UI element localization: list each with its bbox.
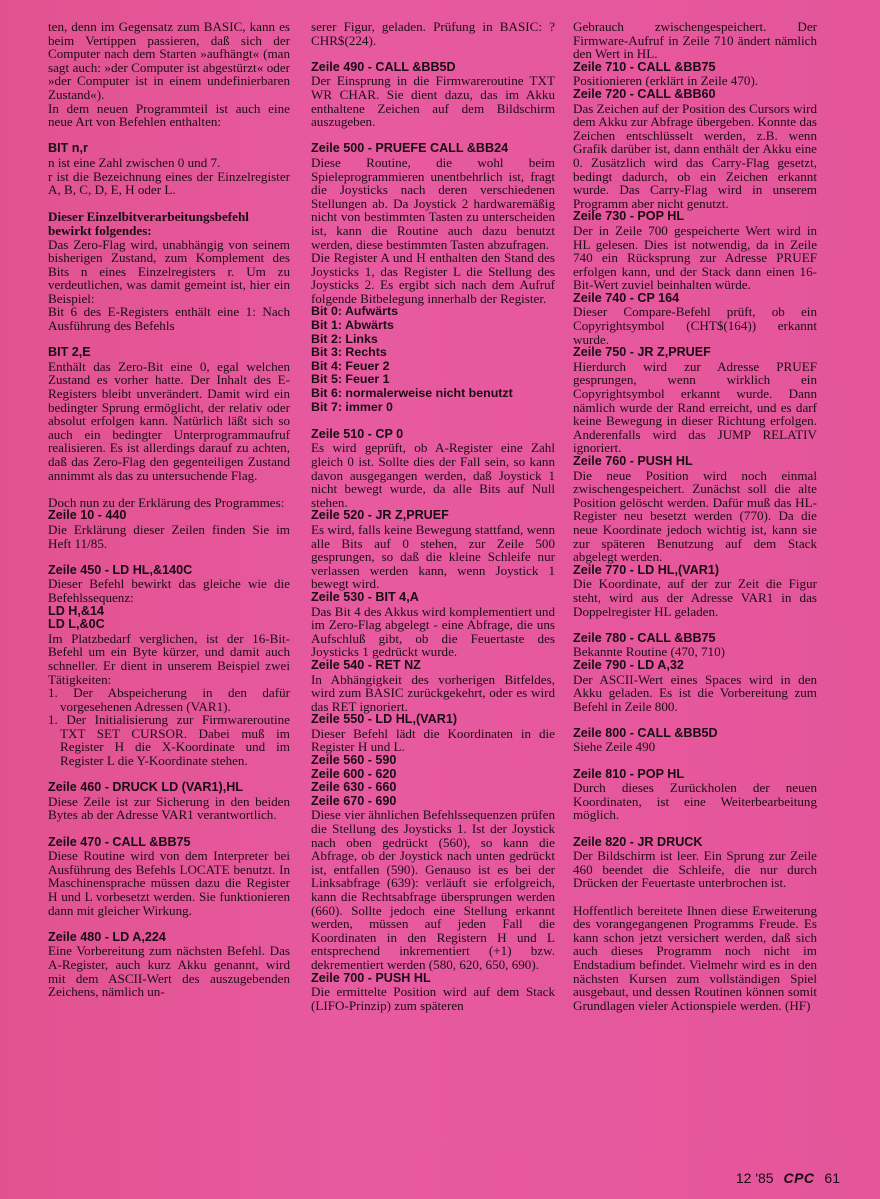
paragraph: Die Koordinate, auf der zur Zeit die Figur steht, wird aus der Adresse VAR1 in das Doppelregister HL geladen. xyxy=(573,576,817,619)
paragraph: serer Figur, geladen. Prüfung in BASIC: ? CHR$(224). xyxy=(311,19,555,48)
paragraph: Der Einsprung in die Firmwareroutine TXT WR CHAR. Sie dient dazu, das im Akku enthaltene Zeichen auf dem Bildschirm auszugeben. xyxy=(311,73,555,130)
bit-list-item: Bit 2: Links xyxy=(311,331,378,346)
paragraph-spacer xyxy=(48,822,290,836)
section-heading: Zeile 10 - 440 xyxy=(48,508,127,523)
paragraph-spacer xyxy=(311,414,555,428)
text-column-1 xyxy=(48,20,290,999)
paragraph: Eine Vorbereitung zum nächsten Befehl. Das A-Register, auch kurz Akku genannt, wird mit dem ASCII-Wert des auszugebenden Zeichens, nämlich un- xyxy=(48,943,290,1000)
section-heading: Zeile 740 - CP 164 xyxy=(573,290,680,305)
section-heading: Zeile 770 - LD HL,(VAR1) xyxy=(573,562,720,577)
paragraph: Diese Zeile ist zur Sicherung in den beiden Bytes ab der Adresse VAR1 verantwortlich. xyxy=(48,793,290,823)
section-heading: BIT n,r xyxy=(48,141,88,156)
paragraph: Hierdurch wird zur Adresse PRUEF gesprungen, wenn wirklich ein Copyrightsymbol erkannt wurde. Dann nämlich wurde der Rand erreicht, und es darf keine Bewegung in dieser Richtung erfolgen. Anderenfalls wird das JUMP RELATIV ignoriert. xyxy=(573,358,817,456)
paragraph-spacer xyxy=(573,618,817,632)
section-heading: Zeile 780 - CALL &BB75 xyxy=(573,630,716,645)
section-heading: Zeile 510 - CP 0 xyxy=(311,426,404,441)
section-heading: Zeile 540 - RET NZ xyxy=(311,657,421,672)
paragraph-spacer xyxy=(48,197,290,211)
paragraph: Der in Zeile 700 gespeicherte Wert wird in HL gelesen. Dies ist notwendig, da in Zeile 740 ein Rücksprung zur Adresse PRUEF erfolgen kann, und der Stack dann einen 16-Bit-Wert zuviel beinhalten würde. xyxy=(573,222,817,293)
paragraph-spacer xyxy=(573,754,817,768)
paragraph-spacer xyxy=(48,129,290,143)
text-column-2 xyxy=(311,20,555,1012)
section-heading: Zeile 450 - LD HL,&140C xyxy=(48,562,193,577)
list-item: 1. Der Abspeicherung in den dafür vorgesehenen Adressen (VAR1). xyxy=(48,685,290,714)
section-heading: Zeile 470 - CALL &BB75 xyxy=(48,834,191,849)
paragraph: Bekannte Routine (470, 710) xyxy=(573,644,726,660)
paragraph: n ist eine Zahl zwischen 0 und 7. xyxy=(48,154,221,170)
paragraph: r ist die Bezeichnung eines der Einzelregister A, B, C, D, E, H oder L. xyxy=(48,168,290,198)
paragraph: Hoffentlich bereitete Ihnen diese Erweiterung des vorangegangenen Programms Freude. Es kann schon jetzt versichert werden, daß sich auch dieses Programm noch nicht im Endstadium befindet. Vielmehr wird es in den nächsten Kursen zum vollständigen Spiel ausgebaut, und dessen Routinen können somit Grundlagen vieler Actionspiele werden. (HF) xyxy=(573,902,817,1013)
section-heading: Zeile 670 - 690 xyxy=(311,793,397,808)
section-heading: Zeile 630 - 660 xyxy=(311,780,397,795)
paragraph: Positionieren (erklärt in Zeile 470). xyxy=(573,73,759,89)
section-heading: Zeile 460 - DRUCK LD (VAR1),HL xyxy=(48,780,243,795)
section-heading: Zeile 730 - POP HL xyxy=(573,209,685,224)
issue-date: 12 '85 xyxy=(735,1170,774,1186)
bit-list-item: Bit 6: normalerweise nicht benutzt xyxy=(311,386,513,401)
paragraph: Die Register A und H enthalten den Stand des Joysticks 1, das Register L die Stellung des Joysticks 2. Es ergibt sich nach dem Aufruf folgende Bitbelegung innerhalb der Register. xyxy=(311,250,555,306)
section-heading: Zeile 750 - JR Z,PRUEF xyxy=(573,345,711,360)
paragraph-spacer xyxy=(48,917,290,931)
paragraph: Diese vier ähnlichen Befehlssequenzen prüfen die Stellung des Joysticks 1. Ist der Joystick nach oben gedrückt (560), so kann die Abfrage, ob der Joystick nach unten gedrückt ist, entfallen (590). Genauso ist es bei der Linksabfrage (639): verläuft sie erfolgreich, kann die Rechtsabfrage übersprungen werden (660). Sollte jedoch eine Stellung erkannt werden, müssen auf jeden Fall die Koordinaten in den Registern H und L entsprechend inkrementiert (+1) bzw. dekrementiert werden (580, 620, 650, 690). xyxy=(311,807,555,972)
paragraph: Dieser Befehl lädt die Koordinaten in die Register H und L. xyxy=(311,725,555,755)
paragraph-spacer xyxy=(48,550,290,564)
subheading: Dieser Einzelbitverarbeitungsbefehl bewirkt folgendes: xyxy=(48,209,249,238)
paragraph: Das Zero-Flag wird, unabhängig von seinem bisherigen Zustand, zum Komplement des Bits n eines Einzelregisters r. Um zu verdeutlichen, was damit gemeint ist, hier ein Beispiel: xyxy=(48,236,290,306)
list-item: 1. Der Initialisierung zur Firmwareroutine TXT SET CURSOR. Dabei muß im Register H die X-Koordinate und im Register L die Y-Koordinate stehen. xyxy=(48,712,290,769)
bit-list-item: Bit 0: Aufwärts xyxy=(311,304,398,319)
paragraph-spacer xyxy=(311,47,555,61)
section-heading: Zeile 530 - BIT 4,A xyxy=(311,589,419,604)
paragraph: Diese Routine, die wohl beim Spieleprogrammieren unentbehrlich ist, fragt die Joysticks nach deren verschiedenen Stellungen ab. Da Joystick 2 hardwaremäßig nicht von bestimmten Tasten zu unterscheiden ist, kann die Routine auch dazu benutzt werden, diese bestimmten Tasten abzufragen. xyxy=(311,154,555,252)
paragraph-spacer xyxy=(311,129,555,143)
bit-list-item: Bit 5: Feuer 1 xyxy=(311,372,390,387)
section-heading: LD L,&0C xyxy=(48,617,105,632)
bit-list-item: Bit 3: Rechts xyxy=(311,345,387,360)
section-heading: BIT 2,E xyxy=(48,345,91,360)
section-heading: Zeile 520 - JR Z,PRUEF xyxy=(311,508,449,523)
paragraph: Diese Routine wird von dem Interpreter bei Ausführung des Befehls LOCATE benutzt. In Maschinensprache müssen dazu die Register H und L vorbesetzt werden. Sie funktionieren dann mit gleicher Wirkung. xyxy=(48,848,290,918)
bit-list-item: Bit 7: immer 0 xyxy=(311,399,393,414)
paragraph-spacer xyxy=(48,333,290,347)
paragraph-spacer xyxy=(48,768,290,782)
paragraph: Siehe Zeile 490 xyxy=(573,739,656,755)
paragraph: In Abhängigkeit des vorherigen Bitfeldes, wird zum BASIC zurückgekehrt, oder es wird das RET ignoriert. xyxy=(311,671,555,714)
section-heading: Zeile 490 - CALL &BB5D xyxy=(311,59,456,74)
section-heading: Zeile 710 - CALL &BB75 xyxy=(573,59,716,74)
paragraph: Die ermittelte Position wird auf dem Stack (LIFO-Prinzip) zum späteren xyxy=(311,984,555,1013)
paragraph: Im Platzbedarf verglichen, ist der 16-Bit-Befehl um ein Byte kürzer, und damit auch schneller. Er dient in unserem Beispiel zwei Tätigkeiten: xyxy=(48,630,290,687)
page-number: 61 xyxy=(824,1170,840,1186)
paragraph-spacer xyxy=(573,713,817,727)
page-footer xyxy=(730,1170,840,1186)
paragraph: Enthält das Zero-Bit eine 0, egal welchen Zustand es vorher hatte. Der Inhalt des E-Registers bleibt unverändert. Damit wird ein bedingter Sprung ermöglicht, der relativ oder absolut erfolgen kann. Natürlich läßt sich so auch ein bedingter Unterprogrammaufruf realisieren. Es ist allerdings darauf zu achten, daß das Zero-Flag den gegenteiligen Zustand annimmt als das zu untersuchende Flag. xyxy=(48,358,290,483)
paragraph: Die Erklärung dieser Zeilen finden Sie im Heft 11/85. xyxy=(48,521,290,551)
paragraph: Es wird, falls keine Bewegung stattfand, wenn alle Bits auf 0 stehen, zur Zeile 500 gesprungen, so daß die kleine Schleife nur verlassen werden kann, wenn Joystick 1 bewegt wird. xyxy=(311,521,555,592)
bit-list-item: Bit 1: Abwärts xyxy=(311,318,394,333)
paragraph: Durch dieses Zurückholen der neuen Koordinaten, ist eine Weiterbearbeitung möglich. xyxy=(573,780,817,823)
paragraph: Dieser Befehl bewirkt das gleiche wie die Befehlssequenz: xyxy=(48,576,290,605)
paragraph: Der ASCII-Wert eines Spaces wird in den Akku geladen. Es ist die Vorbereitung zum Befehl in Zeile 800. xyxy=(573,671,817,714)
paragraph: Gebrauch zwischengespeichert. Der Firmware-Aufruf in Zeile 710 ändert nämlich den Wert in HL. xyxy=(573,19,817,62)
paragraph: Das Zeichen auf der Position des Cursors wird dem Akku zur Abfrage übergeben. Konnte das Zeichen entschlüsselt werden, z.B. wenn Grafik darüber ist, dann enthält der Akku eine 0. Zusätzlich wird das Carry-Flag gesetzt, bedingt dadurch, ob ein Zeichen erkannt wurde. Das Carry-Flag wird in unserem Programm aber nicht genutzt. xyxy=(573,100,818,211)
text-column-3 xyxy=(573,20,817,1012)
section-heading: Zeile 760 - PUSH HL xyxy=(573,454,693,468)
section-heading: Zeile 480 - LD A,224 xyxy=(48,929,166,944)
section-heading: Zeile 720 - CALL &BB60 xyxy=(573,86,716,101)
paragraph-spacer xyxy=(573,890,817,904)
section-heading: LD H,&14 xyxy=(48,603,104,618)
section-heading: Zeile 700 - PUSH HL xyxy=(311,970,431,985)
magazine-name: CPC xyxy=(783,1170,815,1186)
paragraph: Das Bit 4 des Akkus wird komplementiert und im Zero-Flag abgelegt - eine Abfrage, die uns Aufschluß gibt, ob die Feuertaste des Joysticks 1 gedrückt wurde. xyxy=(311,603,555,660)
paragraph: Der Bildschirm ist leer. Ein Sprung zur Zeile 460 beendet die Schleife, die nur durch Drücken der Feuertaste unterbrochen ist. xyxy=(573,848,817,891)
paragraph: Bit 6 des E-Registers enthält eine 1: Nach Ausführung des Befehls xyxy=(48,304,290,334)
section-heading: Zeile 560 - 590 xyxy=(311,753,397,768)
section-heading: Zeile 790 - LD A,32 xyxy=(573,657,684,672)
paragraph: In dem neuen Programmteil ist auch eine neue Art von Befehlen enthalten: xyxy=(48,100,290,130)
bit-list-item: Bit 4: Feuer 2 xyxy=(311,358,390,373)
paragraph-spacer xyxy=(48,482,290,496)
section-heading: Zeile 810 - POP HL xyxy=(573,766,685,781)
section-heading: Zeile 600 - 620 xyxy=(311,766,397,781)
section-heading: Zeile 550 - LD HL,(VAR1) xyxy=(311,712,458,727)
paragraph: Dieser Compare-Befehl prüft, ob ein Copyrightsymbol (CHT$(164)) erkannt wurde. xyxy=(573,304,817,347)
section-heading: Zeile 500 - PRUEFE CALL &BB24 xyxy=(311,141,509,156)
paragraph: Es wird geprüft, ob A-Register eine Zahl gleich 0 ist. Sollte dies der Fall sein, so kann davon ausgegangen werden, daß Joystick 1 nicht bewegt wurde, da alle Bits auf Null stehen. xyxy=(311,440,555,510)
paragraph: Die neue Position wird noch einmal zwischengespeichert. Zunächst soll die alte Position gelöscht werden. Dafür muß das HL-Register neu besetzt werden (770). Da die neue Koordinate jedoch wichtig ist, kann sie zur späteren Benutzung auf dem Stack abgelegt werden. xyxy=(573,467,817,565)
paragraph: ten, denn im Gegensatz zum BASIC, kann es beim Vertippen passieren, daß sich der Computer nach dem Starten »aufhängt« (man sagt auch: »der Computer ist abgestürzt« oder »der Computer ist in einem undefinierbaren Zustand«). xyxy=(48,19,290,102)
section-heading: Zeile 820 - JR DRUCK xyxy=(573,834,703,849)
paragraph: Doch nun zu der Erklärung des Programmes: xyxy=(48,494,285,510)
section-heading: Zeile 800 - CALL &BB5D xyxy=(573,725,718,740)
paragraph-spacer xyxy=(573,822,817,836)
